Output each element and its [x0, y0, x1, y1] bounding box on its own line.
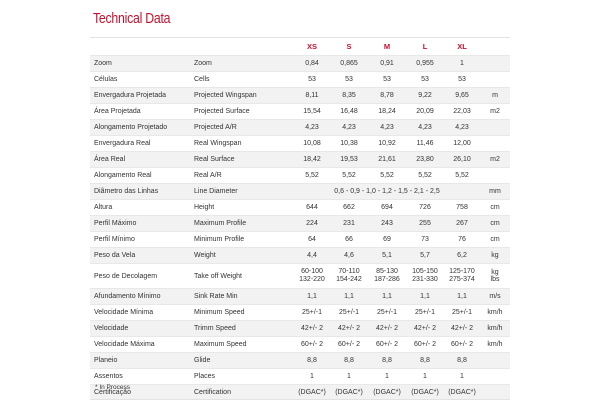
- label-pt: Planeio: [90, 353, 194, 369]
- value-cell: 644: [294, 200, 330, 216]
- value-cell: 60+/- 2: [406, 337, 444, 353]
- label-pt: Alongamento Projetado: [90, 120, 194, 136]
- label-en: Minimum Profile: [194, 232, 294, 248]
- table-row: [90, 337, 510, 353]
- unit-cell: mm: [480, 184, 510, 200]
- table-row: [90, 353, 510, 369]
- table-row: [90, 104, 510, 120]
- label-en: Certification: [194, 385, 294, 401]
- value-cell: 1,1: [444, 289, 480, 305]
- value-cell: 16,48: [330, 104, 368, 120]
- value-cell: 15,54: [294, 104, 330, 120]
- value-cell: 1: [368, 369, 406, 385]
- label-pt: Células: [90, 72, 194, 88]
- divider: [90, 399, 510, 400]
- size-header: S: [330, 38, 368, 56]
- value-cell: 1,1: [294, 289, 330, 305]
- value-cell: 12,00: [444, 136, 480, 152]
- value-cell: 0,865: [330, 56, 368, 72]
- size-header-row: [90, 38, 510, 56]
- table-row: [90, 88, 510, 104]
- value-cell: 4,23: [330, 120, 368, 136]
- unit-cell: m: [480, 88, 510, 104]
- value-cell: (DGAC*): [330, 385, 368, 401]
- value-cell: 1,1: [368, 289, 406, 305]
- value-cell: 1,1: [330, 289, 368, 305]
- unit-cell: [480, 369, 510, 385]
- value-cell: 42+/- 2: [406, 321, 444, 337]
- value-cell: 267: [444, 216, 480, 232]
- table-row: [90, 200, 510, 216]
- size-header: XS: [294, 38, 330, 56]
- value-cell: 60+/- 2: [294, 337, 330, 353]
- value-cell: 1: [406, 369, 444, 385]
- value-cell: 53: [444, 72, 480, 88]
- value-cell: 53: [330, 72, 368, 88]
- label-pt: Assentos: [90, 369, 194, 385]
- value-cell: 53: [406, 72, 444, 88]
- value-cell: 5,1: [368, 248, 406, 264]
- table-row: [90, 120, 510, 136]
- value-cell: 70-110 154-242: [330, 264, 368, 289]
- value-cell: 8,35: [330, 88, 368, 104]
- table-row: [90, 232, 510, 248]
- technical-data-table: [90, 37, 510, 400]
- unit-cell: m2: [480, 104, 510, 120]
- value-cell: 11,46: [406, 136, 444, 152]
- size-header: L: [406, 38, 444, 56]
- label-en: Take off Weight: [194, 264, 294, 289]
- label-pt: Velocidade Máxima: [90, 337, 194, 353]
- label-pt: Alongamento Real: [90, 168, 194, 184]
- value-cell: 4,23: [368, 120, 406, 136]
- table-row: [90, 216, 510, 232]
- value-cell: 8,8: [406, 353, 444, 369]
- value-cell: 9,65: [444, 88, 480, 104]
- value-cell: 694: [368, 200, 406, 216]
- value-cell: 0,6 - 0,9 - 1,0 - 1,2 - 1,5 - 2,1 - 2,5: [294, 184, 480, 200]
- unit-cell: cm: [480, 216, 510, 232]
- label-en: Places: [194, 369, 294, 385]
- value-cell: (DGAC*): [368, 385, 406, 401]
- value-cell: 9,22: [406, 88, 444, 104]
- label-pt: Área Projetada: [90, 104, 194, 120]
- value-cell: 5,52: [294, 168, 330, 184]
- value-cell: 4,4: [294, 248, 330, 264]
- label-en: Zoom: [194, 56, 294, 72]
- label-pt: Velocidade Mínima: [90, 305, 194, 321]
- value-cell: 1: [444, 56, 480, 72]
- value-cell: 19,53: [330, 152, 368, 168]
- label-pt: Afundamento Mínimo: [90, 289, 194, 305]
- label-en: Cells: [194, 72, 294, 88]
- value-cell: 5,7: [406, 248, 444, 264]
- value-cell: 255: [406, 216, 444, 232]
- value-cell: 1: [294, 369, 330, 385]
- page-title: Technical Data: [93, 10, 171, 27]
- value-cell: 5,52: [368, 168, 406, 184]
- unit-cell: [480, 385, 510, 401]
- label-pt: Envergadura Real: [90, 136, 194, 152]
- value-cell: 1,1: [406, 289, 444, 305]
- value-cell: 25+/-1: [294, 305, 330, 321]
- value-cell: 25+/-1: [330, 305, 368, 321]
- unit-cell: cm: [480, 200, 510, 216]
- label-pt: Área Real: [90, 152, 194, 168]
- value-cell: 8,8: [444, 353, 480, 369]
- label-pt: Altura: [90, 200, 194, 216]
- value-cell: 10,92: [368, 136, 406, 152]
- label-en: Maximum Speed: [194, 337, 294, 353]
- table-row: [90, 184, 510, 200]
- table-row: [90, 321, 510, 337]
- value-cell: 23,80: [406, 152, 444, 168]
- value-cell: 64: [294, 232, 330, 248]
- value-cell: 42+/- 2: [294, 321, 330, 337]
- value-cell: 726: [406, 200, 444, 216]
- size-header: M: [368, 38, 406, 56]
- unit-cell: cm: [480, 232, 510, 248]
- label-en: Minimum Speed: [194, 305, 294, 321]
- label-pt: Zoom: [90, 56, 194, 72]
- label-pt: Velocidade: [90, 321, 194, 337]
- value-cell: 5,52: [330, 168, 368, 184]
- unit-cell: [480, 168, 510, 184]
- value-cell: 10,38: [330, 136, 368, 152]
- unit-cell: kg: [480, 248, 510, 264]
- value-cell: 8,78: [368, 88, 406, 104]
- value-cell: (DGAC*): [294, 385, 330, 401]
- value-cell: 42+/- 2: [444, 321, 480, 337]
- unit-cell: [480, 353, 510, 369]
- value-cell: 105-150 231-330: [406, 264, 444, 289]
- table-row: [90, 289, 510, 305]
- unit-cell: [480, 72, 510, 88]
- table-row: [90, 385, 510, 401]
- value-cell: 4,23: [406, 120, 444, 136]
- label-en: Real Surface: [194, 152, 294, 168]
- table-row: [90, 248, 510, 264]
- table-row: [90, 305, 510, 321]
- label-en: Projected Surface: [194, 104, 294, 120]
- label-pt: Diâmetro das Linhas: [90, 184, 194, 200]
- value-cell: 22,03: [444, 104, 480, 120]
- unit-cell: km/h: [480, 337, 510, 353]
- value-cell: 0,84: [294, 56, 330, 72]
- unit-cell: [480, 120, 510, 136]
- value-cell: 5,52: [444, 168, 480, 184]
- label-pt: Perfil Máximo: [90, 216, 194, 232]
- value-cell: 662: [330, 200, 368, 216]
- value-cell: 42+/- 2: [330, 321, 368, 337]
- value-cell: 8,8: [294, 353, 330, 369]
- label-en: Sink Rate Min: [194, 289, 294, 305]
- unit-cell: km/h: [480, 305, 510, 321]
- value-cell: 66: [330, 232, 368, 248]
- value-cell: 60+/- 2: [330, 337, 368, 353]
- value-cell: 18,42: [294, 152, 330, 168]
- value-cell: 125-170 275-374: [444, 264, 480, 289]
- unit-cell: kg lbs: [480, 264, 510, 289]
- value-cell: 1: [444, 369, 480, 385]
- value-cell: 60+/- 2: [368, 337, 406, 353]
- label-en: Trimm Speed: [194, 321, 294, 337]
- value-cell: 60+/- 2: [444, 337, 480, 353]
- value-cell: 1: [330, 369, 368, 385]
- value-cell: (DGAC*): [406, 385, 444, 401]
- label-pt: Envergadura Projetada: [90, 88, 194, 104]
- value-cell: 758: [444, 200, 480, 216]
- label-en: Line Diameter: [194, 184, 294, 200]
- value-cell: 8,11: [294, 88, 330, 104]
- value-cell: 85-130 187-286: [368, 264, 406, 289]
- label-en: Weight: [194, 248, 294, 264]
- value-cell: 243: [368, 216, 406, 232]
- table-row: [90, 264, 510, 289]
- value-cell: 10,08: [294, 136, 330, 152]
- table-row: [90, 168, 510, 184]
- unit-cell: [480, 136, 510, 152]
- value-cell: 8,8: [330, 353, 368, 369]
- value-cell: 8,8: [368, 353, 406, 369]
- value-cell: 25+/-1: [444, 305, 480, 321]
- table-row: [90, 152, 510, 168]
- label-en: Real Wingspan: [194, 136, 294, 152]
- unit-cell: km/h: [480, 321, 510, 337]
- value-cell: 6,2: [444, 248, 480, 264]
- table-row: [90, 136, 510, 152]
- label-en: Real A/R: [194, 168, 294, 184]
- label-pt: Peso de Decolagem: [90, 264, 194, 289]
- label-en: Projected A/R: [194, 120, 294, 136]
- value-cell: 18,24: [368, 104, 406, 120]
- value-cell: 21,61: [368, 152, 406, 168]
- table-row: [90, 72, 510, 88]
- value-cell: 4,6: [330, 248, 368, 264]
- value-cell: 25+/-1: [406, 305, 444, 321]
- label-pt: Certificação: [90, 385, 194, 401]
- label-en: Glide: [194, 353, 294, 369]
- value-cell: 53: [368, 72, 406, 88]
- value-cell: 231: [330, 216, 368, 232]
- value-cell: 69: [368, 232, 406, 248]
- value-cell: 53: [294, 72, 330, 88]
- unit-cell: [480, 56, 510, 72]
- value-cell: 5,52: [406, 168, 444, 184]
- table-row: [90, 56, 510, 72]
- unit-cell: m/s: [480, 289, 510, 305]
- value-cell: 42+/- 2: [368, 321, 406, 337]
- label-en: Projected Wingspan: [194, 88, 294, 104]
- label-en: Maximum Profile: [194, 216, 294, 232]
- value-cell: 26,10: [444, 152, 480, 168]
- value-cell: 73: [406, 232, 444, 248]
- value-cell: 0,955: [406, 56, 444, 72]
- value-cell: 60-100 132-220: [294, 264, 330, 289]
- value-cell: 224: [294, 216, 330, 232]
- value-cell: 4,23: [444, 120, 480, 136]
- footnote: * In Process: [95, 384, 131, 391]
- value-cell: 4,23: [294, 120, 330, 136]
- value-cell: 76: [444, 232, 480, 248]
- value-cell: 20,09: [406, 104, 444, 120]
- unit-cell: m2: [480, 152, 510, 168]
- size-header: XL: [444, 38, 480, 56]
- table-row: [90, 369, 510, 385]
- label-en: Height: [194, 200, 294, 216]
- label-pt: Peso da Vela: [90, 248, 194, 264]
- label-pt: Perfil Mínimo: [90, 232, 194, 248]
- value-cell: 25+/-1: [368, 305, 406, 321]
- value-cell: 0,91: [368, 56, 406, 72]
- value-cell: (DGAC*): [444, 385, 480, 401]
